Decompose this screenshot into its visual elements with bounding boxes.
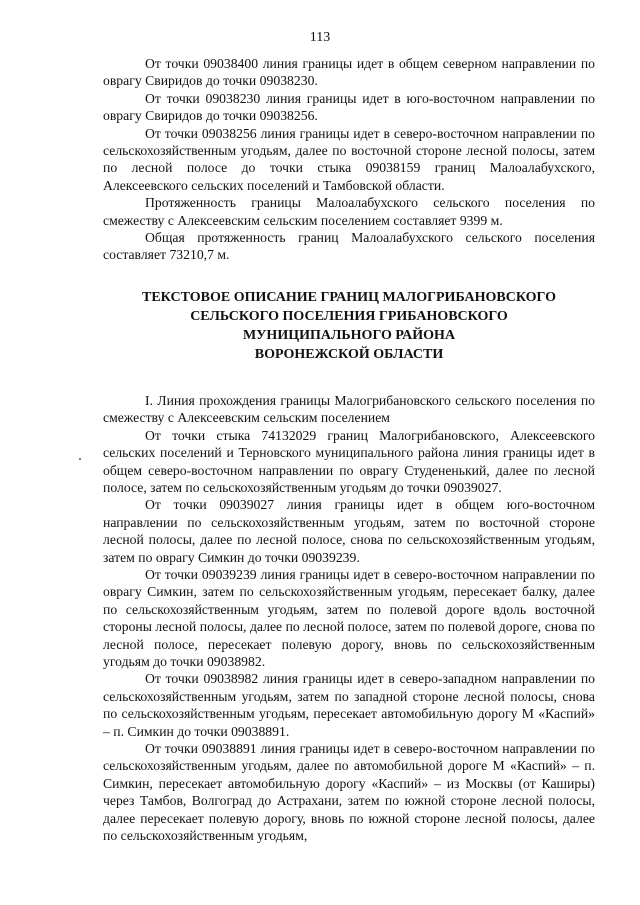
paragraph: От точки 09038400 линия границы идет в общем северном направлении по оврагу Свиридов до точки 09038230. <box>103 56 595 89</box>
paragraph: От точки 09038982 линия границы идет в северо-западном направлении по сельскохозяйственным угодьям, затем по западной стороне лесной полосы, снова по сельскохозяйственным угодьям, пересекает автомобильную дорогу М «Каспий» – п. Симкин до точки 09038891. <box>103 671 595 739</box>
section-intro: I. Линия прохождения границы Малогрибановского сельского поселения по смежеству с Алексеевским сельским поселением <box>103 392 595 426</box>
document-body <box>103 55 595 844</box>
heading-line: ТЕКСТОВОЕ ОПИСАНИЕ ГРАНИЦ МАЛОГРИБАНОВСКОГО <box>142 289 556 305</box>
page-number: 113 <box>309 30 331 45</box>
heading-line: МУНИЦИПАЛЬНОГО РАЙОНА <box>242 327 456 343</box>
paragraph: От точки 09039239 линия границы идет в северо-восточном направлении по оврагу Симкин, затем по сельскохозяйственным угодьям, пересекает балку, далее по сельскохозяйственным угодьям, затем по полевой дороге вдоль восточной стороны лесной полосы, далее по лесной полосе, затем по полевой дороге, снова по лесной полосе, пересекает полевую дорогу, вновь по сельскохозяйственным угодьям до точки 09038982. <box>103 566 595 669</box>
paragraph: Общая протяженность границ Малоалабухского сельского поселения составляет 73210,7 м. <box>103 230 595 263</box>
scan-speck <box>79 458 81 460</box>
paragraph: От точки 09038230 линия границы идет в юго-восточном направлении по оврагу Свиридов до точки 09038256. <box>103 90 595 124</box>
paragraph: От точки 09038256 линия границы идет в северо-восточном направлении по сельскохозяйственным угодьям, далее по восточной стороне лесной полосы, затем по лесной полосе до точки стыка 09038159 границ Малоалабухского, Алексеевского сельских поселений и Тамбовской области. <box>103 125 595 193</box>
heading-line: СЕЛЬСКОГО ПОСЕЛЕНИЯ ГРИБАНОВСКОГО <box>190 308 508 324</box>
heading-line: ВОРОНЕЖСКОЙ ОБЛАСТИ <box>254 346 444 362</box>
paragraph: От точки стыка 74132029 границ Малогрибановского, Алексеевского сельских поселений и Терновского муниципального района линия границы идет в общем северо-восточном направлении по оврагу Студененький, далее по лесной полосе, затем по сельскохозяйственным угодьям до точки 09039027. <box>103 427 595 495</box>
section-heading <box>103 288 595 364</box>
paragraph: От точки 09038891 линия границы идет в северо-восточном направлении по сельскохозяйственным угодьям, далее по автомобильной дороге М «Каспий» – п. Симкин, пересекает автомобильную дорогу «Каспий» – из Москвы (от Каширы) через Тамбов, Волгоград до Астрахани, затем по южной стороне лесной полосы, далее пересекает полевую дорогу, вновь по южной стороне лесной полосы, далее по сельскохозяйственным угодьям, <box>103 741 595 844</box>
paragraph: От точки 09039027 линия границы идет в общем юго-восточном направлении по сельскохозяйственным угодьям, затем по восточной стороне лесной полосы, далее по лесной полосе, снова по сельскохозяйственным угодьям, затем по оврагу Симкин до точки 09039239. <box>103 497 595 565</box>
paragraph: Протяженность границы Малоалабухского сельского поселения по смежеству с Алексеевским сельским поселением составляет 9399 м. <box>103 195 595 228</box>
